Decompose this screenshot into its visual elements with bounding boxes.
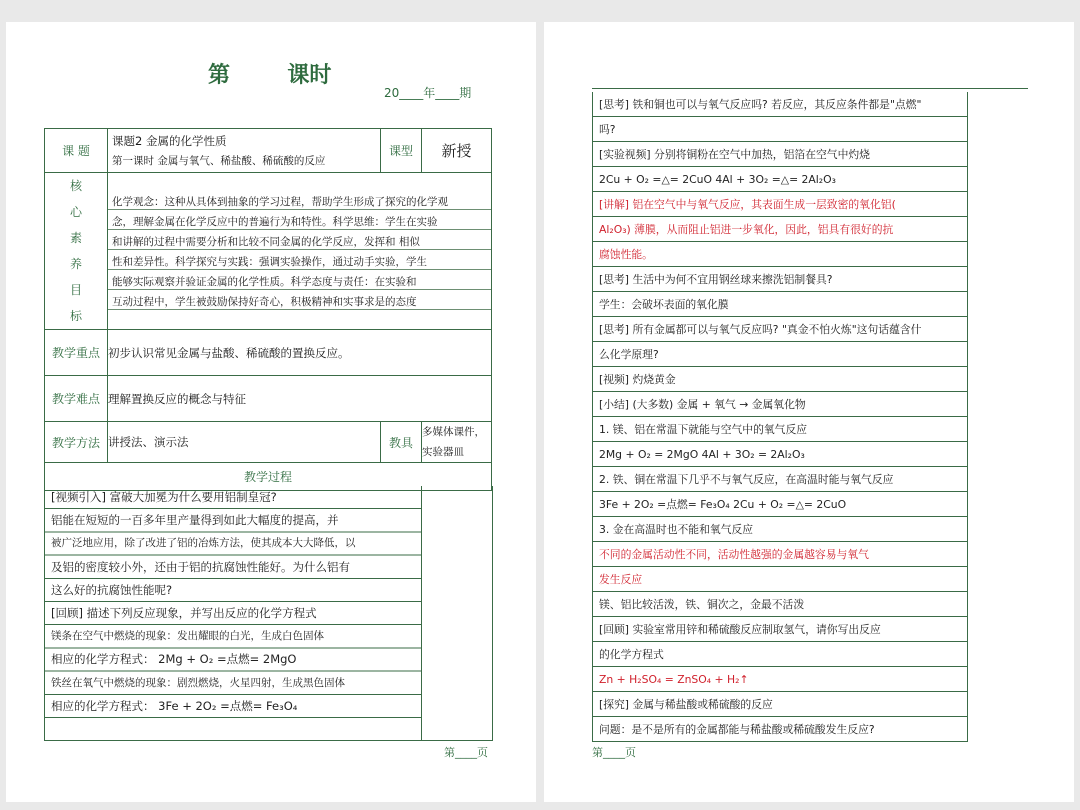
- right-note-line: [讲解] 铝在空气中与氧气反应，其表面生成一层致密的氧化铝(: [599, 198, 896, 211]
- process-line: 被广泛地应用，除了改进了铝的冶炼方法，使其成本大大降低，以: [51, 537, 356, 550]
- difficulties-label: 教学难点: [45, 376, 108, 422]
- title-prefix: 第: [208, 62, 231, 88]
- tools-label: 教具: [381, 422, 422, 463]
- type-label: 课型: [381, 129, 422, 173]
- right-note-line: 腐蚀性能。: [599, 248, 653, 261]
- goals-line: 念，理解金属在化学反应中的普遍行为和特性。科学思维：学生在实验: [112, 216, 438, 228]
- topic-cell: [108, 129, 381, 173]
- goals-line: 化学观念：这种从具体到抽象的学习过程，帮助学生形成了探究的化学观: [112, 196, 448, 208]
- right-notes: [592, 92, 968, 742]
- right-note-line: [思考] 所有金属都可以与氧气反应吗? "真金不怕火炼"这句话蕴含什: [599, 323, 922, 336]
- process-notes: [44, 486, 422, 741]
- right-note-line: 发生反应: [599, 573, 643, 586]
- right-note-line: Al₂O₃) 薄膜，从而阻止铝进一步氧化，因此，铝具有很好的抗: [599, 223, 894, 236]
- methods-label: 教学方法: [45, 422, 108, 463]
- date-line: 20____年____期: [384, 86, 472, 100]
- left-page-footer: 第____页: [444, 746, 488, 759]
- title-suffix: 课时: [287, 62, 332, 88]
- goals-label: 核 心 素 养 目 标: [45, 173, 108, 330]
- key-points-label: 教学重点: [45, 330, 108, 376]
- goals-line: 性和差异性。科学探究与实践：强调实验操作，通过动手实验，学生: [112, 256, 427, 268]
- right-note-line: [思考] 铁和铜也可以与氧气反应吗? 若反应，其反应条件都是"点燃": [599, 98, 922, 111]
- lesson-title: [208, 58, 331, 89]
- right-note-line: 的化学方程式: [599, 648, 664, 661]
- right-note-line: 不同的金属活动性不同，活动性越强的金属越容易与氧气: [599, 548, 869, 561]
- right-note-line: 吗?: [599, 123, 616, 136]
- difficulties-value: 理解置换反应的概念与特征: [108, 376, 492, 422]
- goals-line: 和讲解的过程中需要分析和比较不同金属的化学反应，发挥和 相似: [112, 236, 420, 248]
- process-line: 铁丝在氧气中燃烧的现象：剧烈燃烧，火星四射，生成黑色固体: [51, 676, 345, 689]
- right-note-line: 学生：会破坏表面的氧化膜: [599, 298, 729, 311]
- right-note-line: [探究] 金属与稀盐酸或稀硫酸的反应: [599, 698, 773, 711]
- process-line: 铝能在短短的一百多年里产量得到如此大幅度的提高，并: [51, 513, 339, 528]
- key-points-value: 初步认识常见金属与盐酸、稀硫酸的置换反应。: [108, 330, 492, 376]
- process-line: 这么好的抗腐蚀性能呢?: [51, 582, 173, 597]
- lesson-plan-table: [44, 128, 492, 491]
- goals-line: 能够实际观察并验证金属的化学性质。科学态度与责任：在实验和: [112, 276, 417, 288]
- process-line: 相应的化学方程式： 3Fe + 2O₂ =点燃= Fe₃O₄: [51, 698, 298, 713]
- right-note-line: [回顾] 实验室常用锌和稀硫酸反应制取氢气，请你写出反应: [599, 623, 881, 636]
- goals-line: 互动过程中，学生被鼓励保持好奇心，积极精神和实事求是的态度: [112, 296, 417, 308]
- right-note-line: Zn + H₂SO₄ = ZnSO₄ + H₂↑: [599, 673, 749, 686]
- right-note-line: 2. 铁、铜在常温下几乎不与氧气反应，在高温时能与氧气反应: [599, 473, 894, 486]
- process-side-column: [420, 486, 493, 741]
- process-line: [回顾] 描述下列反应现象，并写出反应的化学方程式: [51, 605, 317, 620]
- goals-text: [108, 190, 491, 312]
- process-line: [视频引入] 富破大加冕为什么要用铝制皇冠?: [51, 490, 277, 504]
- process-line: 及铝的密度较小外，还由于铝的抗腐蚀性能好。为什么铝有: [51, 559, 350, 574]
- right-note-line: [视频] 灼烧黄金: [599, 373, 676, 386]
- right-note-line: 2Mg + O₂ = 2MgO 4Al + 3O₂ = 2Al₂O₃: [599, 448, 805, 461]
- right-page-footer: 第____页: [592, 746, 636, 759]
- right-note-line: [小结] (大多数) 金属 + 氧气 → 金属氧化物: [599, 398, 806, 411]
- tools-value: 多媒体课件，实验器皿: [422, 422, 492, 463]
- topic-line-1: 课题2 金属的化学性质: [112, 133, 227, 148]
- right-note-line: 问题：是不是所有的金属都能与稀盐酸或稀硫酸发生反应?: [599, 723, 875, 736]
- right-note-line: 镁、铝比较活泼，铁、铜次之，金最不活泼: [599, 598, 805, 611]
- right-note-line: [实验视频] 分别将铜粉在空气中加热，铝箔在空气中灼烧: [599, 148, 870, 161]
- right-note-line: 1. 镁、铝在常温下就能与空气中的氧气反应: [599, 423, 808, 436]
- right-notes-lines: [593, 92, 967, 742]
- right-note-line: 3Fe + 2O₂ =点燃= Fe₃O₄ 2Cu + O₂ =△= 2CuO: [599, 498, 847, 511]
- process-label: 教学过程: [45, 463, 492, 491]
- right-note-line: [思考] 生活中为何不宜用钢丝球来擦洗铝制餐具?: [599, 273, 833, 286]
- right-note-line: 3. 金在高温时也不能和氧气反应: [599, 523, 754, 536]
- methods-value: 讲授法、演示法: [108, 422, 381, 463]
- right-note-line: 么化学原理?: [599, 348, 659, 361]
- process-line: 相应的化学方程式： 2Mg + O₂ =点燃= 2MgO: [51, 652, 297, 667]
- topic-line-2: 第一课时 金属与氧气、稀盐酸、稀硫酸的反应: [112, 154, 326, 167]
- topic-label: 课 题: [45, 129, 108, 173]
- process-line: 镁条在空气中燃烧的现象：发出耀眼的白光，生成白色固体: [51, 630, 324, 643]
- goals-cell: [108, 173, 492, 330]
- right-note-line: 2Cu + O₂ =△= 2CuO 4Al + 3O₂ =△= 2Al₂O₃: [599, 173, 836, 186]
- lesson-type-value: 新授: [422, 129, 492, 173]
